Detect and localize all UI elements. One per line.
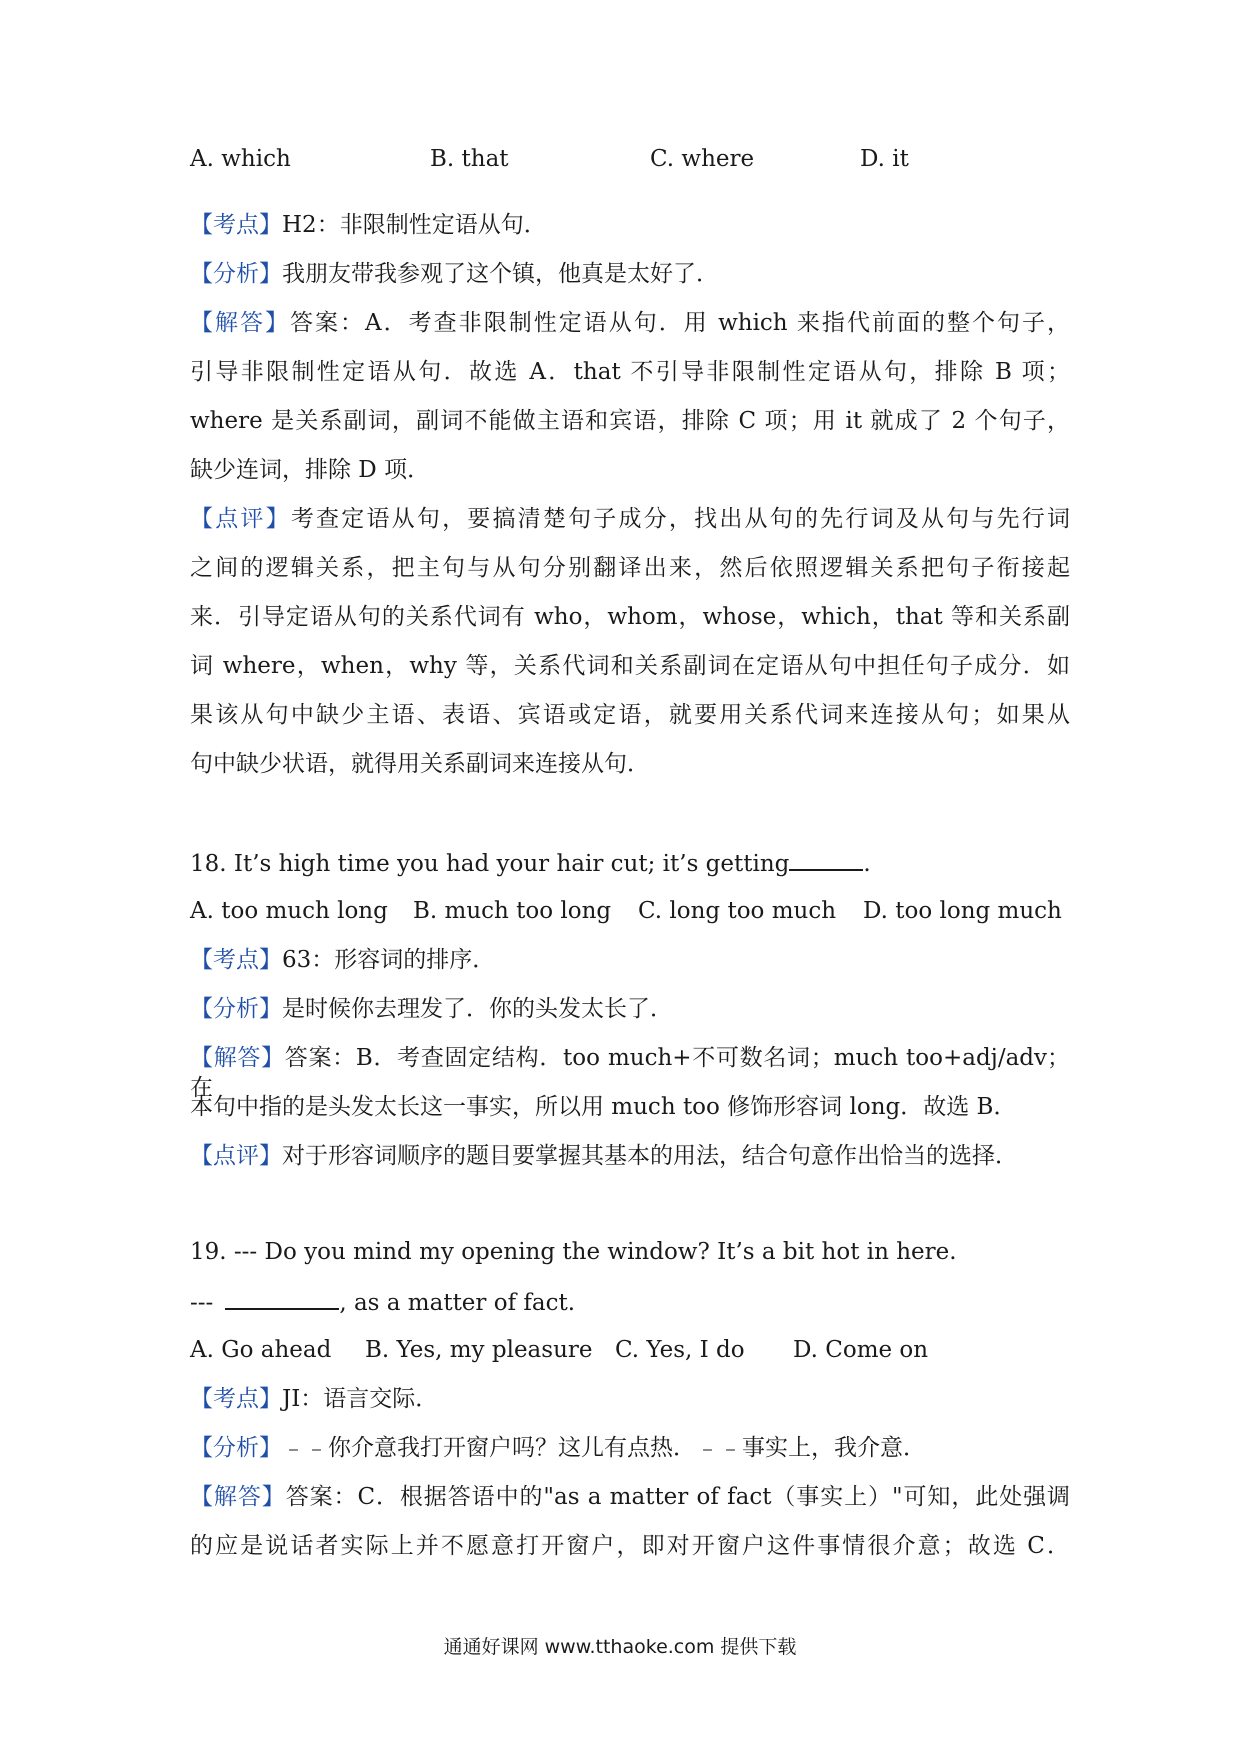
fenxi-tag: 【分析】 <box>190 996 282 1022</box>
q17-dianping-line-4: 词 where，when，why 等，关系代词和关系副词在定语从句中担任句子成分．如 <box>190 653 1070 679</box>
page-footer: 通通好课网 www.tthaoke.com 提供下载 <box>443 1636 797 1658</box>
q18-stem-text: 18. It’s high time you had your hair cut; it’s getting <box>190 851 790 877</box>
q17-fenxi <box>190 259 1070 289</box>
jieda-text: 答案：B．考查固定结构．too much+不可数名词；much too+adj/adv； 在 <box>190 1045 1070 1101</box>
dianping-tag: 【点评】 <box>190 1143 282 1169</box>
option-a: A. too much long <box>190 898 388 924</box>
q18-fenxi <box>190 994 1070 1024</box>
jieda-text: 答案：C．根据答语中的"as a matter of fact（事实上）"可知，此处强调 <box>285 1484 1070 1510</box>
fenxi-text: 是时候你去理发了．你的头发太长了． <box>282 996 673 1022</box>
q17-jieda-line-2: 引导非限制性定语从句．故选 A．that 不引导非限制性定语从句，排除 B 项； <box>190 359 1070 385</box>
option-b: B. Yes, my pleasure <box>365 1337 593 1363</box>
kaodian-tag: 【考点】 <box>190 947 282 973</box>
kaodian-text: 63：形容词的排序． <box>282 947 496 973</box>
jieda-text: 答案：A．考查非限制性定语从句．用 which 来指代前面的整个句子， <box>290 310 1070 336</box>
option-a: A. which <box>190 146 291 172</box>
option-c: C. where <box>650 146 755 172</box>
jieda-tag: 【解答】 <box>190 310 291 336</box>
q19-jieda-line-1 <box>190 1482 1070 1512</box>
fenxi-text: 我朋友带我参观了这个镇，他真是太好了． <box>282 261 719 287</box>
answer-blank <box>225 1286 339 1310</box>
fenxi-text: ﹣﹣你介意我打开窗户吗？这儿有点热．﹣﹣事实上，我介意． <box>282 1435 926 1461</box>
kaodian-tag: 【考点】 <box>190 1386 282 1412</box>
option-b: B. much too long <box>413 898 612 924</box>
q18-stem <box>190 847 1070 879</box>
kaodian-text: JI：语言交际． <box>282 1386 439 1412</box>
q19-stem: 19. --- Do you mind my opening the window? It’s a bit hot in here. <box>190 1239 957 1265</box>
option-a: A. Go ahead <box>190 1337 332 1363</box>
option-c: C. Yes, I do <box>615 1337 745 1363</box>
fenxi-tag: 【分析】 <box>190 261 282 287</box>
dianping-text: 对于形容词顺序的题目要掌握其基本的用法，结合句意作出恰当的选择． <box>282 1143 1018 1169</box>
q19-fenxi <box>190 1433 1070 1463</box>
option-d: D. too long much <box>863 898 1062 924</box>
q17-jieda-line-3: where 是关系副词，副词不能做主语和宾语，排除 C 项；用 it 就成了 2 个句子， <box>190 408 1070 434</box>
q17-dianping-line-3: 来．引导定语从句的关系代词有 who，whom，whose，which，that 等和关系副 <box>190 604 1070 630</box>
answer-blank <box>789 847 863 871</box>
q18-stem-end: . <box>863 851 871 877</box>
kaodian-tag: 【考点】 <box>190 212 282 238</box>
q17-jieda-line-4: 缺少连词，排除 D 项． <box>190 457 431 483</box>
q17-dianping-line-2: 之间的逻辑关系，把主句与从句分别翻译出来，然后依照逻辑关系把句子衔接起 <box>190 555 1070 581</box>
kaodian-text: H2：非限制性定语从句． <box>282 212 547 238</box>
dianping-text: 考查定语从句，要搞清楚句子成分，找出从句的先行词及从句与先行词 <box>290 506 1071 532</box>
q17-dianping-line-6: 句中缺少状语，就得用关系副词来连接从句． <box>190 751 650 777</box>
option-b: B. that <box>430 146 509 172</box>
option-c: C. long too much <box>638 898 837 924</box>
fenxi-tag: 【分析】 <box>190 1435 282 1461</box>
q19-reply <box>190 1286 1070 1318</box>
q18-kaodian <box>190 945 1070 975</box>
q19-reply-prefix: --- <box>190 1290 214 1316</box>
q19-reply-suffix: , as a matter of fact. <box>339 1290 576 1316</box>
jieda-tag: 【解答】 <box>190 1045 285 1071</box>
q18-jieda-line-2: 本句中指的是头发太长这一事实，所以用 much too 修饰形容词 long．故选 B． <box>190 1094 1017 1120</box>
q17-jieda-line-1 <box>190 308 1070 338</box>
dianping-tag: 【点评】 <box>190 506 291 532</box>
jieda-tag: 【解答】 <box>190 1484 286 1510</box>
q17-dianping-line-5: 果该从句中缺少主语、表语、宾语或定语，就要用关系代词来连接从句；如果从 <box>190 702 1070 728</box>
q17-kaodian <box>190 210 1070 240</box>
option-d: D. Come on <box>793 1337 929 1363</box>
option-d: D. it <box>860 146 909 172</box>
q18-dianping <box>190 1141 1070 1171</box>
q17-dianping-line-1 <box>190 504 1070 534</box>
q19-kaodian <box>190 1384 1070 1414</box>
q19-jieda-line-2: 的应是说话者实际上并不愿意打开窗户，即对开窗户这件事情很介意；故选 C． <box>190 1533 1070 1559</box>
